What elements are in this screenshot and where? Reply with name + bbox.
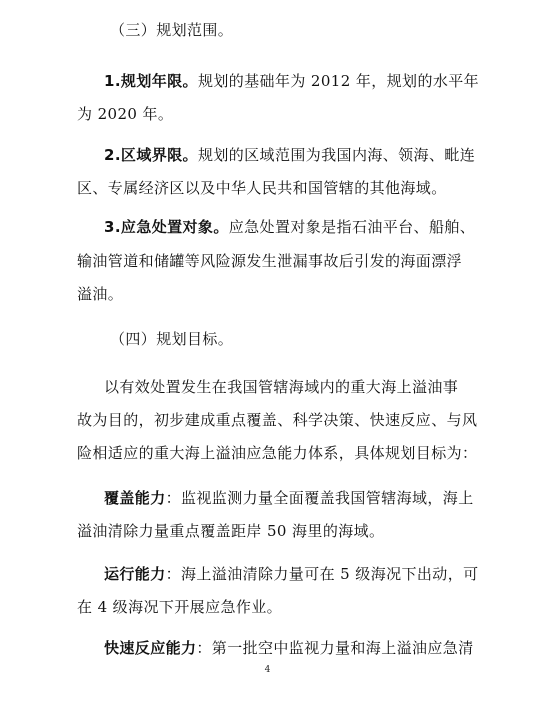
text-region-1: 规划的区域范围为我国内海、领海、毗连 [197, 146, 476, 164]
label-planning-period: 1.规划年限。 [104, 72, 198, 90]
label-rapid-response-capability: 快速反应能力 [104, 639, 197, 657]
paragraph-response-target-line-3: 溢油。 [77, 285, 124, 303]
paragraph-goals-intro-line-1: 以有效处置发生在我国管辖海域内的重大海上溢油事 [104, 378, 459, 396]
text-operation-1: ：海上溢油清除力量可在 5 级海况下出动，可 [165, 565, 479, 583]
paragraph-response-target-line-2: 输油管道和储罐等风险源发生泄漏事故后引发的海面漂浮 [77, 252, 463, 270]
paragraph-region-line-2: 区、专属经济区以及中华人民共和国管辖的其他海域。 [77, 179, 447, 197]
paragraph-goals-intro-line-2: 故为目的，初步建成重点覆盖、科学决策、快速反应、与风 [77, 411, 478, 429]
label-response-target: 3.应急处置对象。 [104, 218, 229, 236]
paragraph-operation-line-2: 在 4 级海况下开展应急作业。 [77, 598, 283, 616]
text-response-target-1: 应急处置对象是指石油平台、船舶、 [228, 218, 476, 236]
label-operation-capability: 运行能力 [104, 565, 166, 583]
section-heading-scope: （三）规划范围。 [110, 21, 234, 39]
text-rapid-response-1: ：第一批空中监视力量和海上溢油应急清 [196, 639, 474, 657]
paragraph-response-target-line-1 [104, 217, 475, 237]
section-heading-goals: （四）规划目标。 [110, 330, 234, 348]
paragraph-planning-period-line-2: 为 2020 年。 [77, 105, 174, 123]
paragraph-coverage-line-2: 溢油清除力量重点覆盖距岸 50 海里的海域。 [77, 522, 385, 540]
page-number: 4 [264, 665, 271, 675]
label-region-boundary: 2.区域界限。 [104, 146, 198, 164]
label-coverage-capability: 覆盖能力 [104, 489, 166, 507]
paragraph-coverage-line-1 [104, 488, 474, 508]
paragraph-rapid-response-line-1 [104, 638, 474, 658]
paragraph-planning-period-line-1 [104, 71, 479, 91]
paragraph-region-line-1 [104, 145, 475, 165]
paragraph-operation-line-1 [104, 564, 479, 584]
text-coverage-1: ：监视监测力量全面覆盖我国管辖海域，海上 [165, 489, 474, 507]
text-planning-period-1: 规划的基础年为 2012 年，规划的水平年 [197, 72, 480, 90]
paragraph-goals-intro-line-3: 险相适应的重大海上溢油应急能力体系，具体规划目标为： [77, 444, 478, 462]
